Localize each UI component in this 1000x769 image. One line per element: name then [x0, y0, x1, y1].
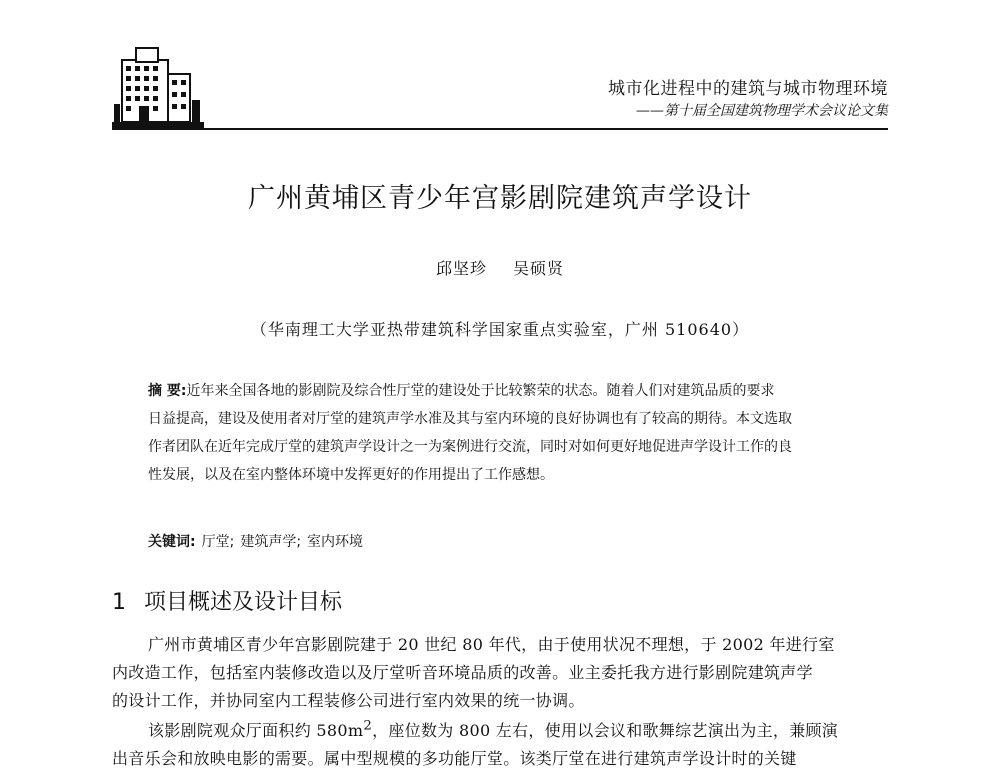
header-divider	[112, 128, 888, 130]
body-text-line: 内改造工作，包括室内装修改造以及厅堂听音环境品质的改善。业主委托我方进行影剧院建筑声学	[112, 663, 813, 682]
paper-affiliation: （华南理工大学亚热带建筑科学国家重点实验室，广州 510640）	[250, 320, 750, 339]
abstract-line: 作者团队在近年完成厅堂的建筑声学设计之一为案例进行交流，同时对如何更好地促进声学设计工作的良	[148, 439, 792, 455]
journal-title: 城市化进程中的建筑与城市物理环境	[608, 79, 888, 99]
section-title: 项目概述及设计目标	[144, 590, 343, 615]
body-text-line	[148, 718, 888, 741]
abstract-label: 摘 要:	[148, 383, 187, 399]
section-number: 1	[112, 590, 126, 615]
abstract-line	[148, 380, 868, 400]
body-text-segment: ，座位数为 800 左右，使用以会议和歌舞综艺演出为主，兼顾演	[372, 721, 839, 740]
journal-subtitle: ——第十届全国建筑物理学术会议论文集	[636, 103, 888, 119]
superscript: 2	[363, 718, 373, 734]
section-heading	[112, 585, 342, 616]
abstract-line: 日益提高，建设及使用者对厅堂的建筑声学水准及其与室内环境的良好协调也有了较高的期待。本文选取	[148, 411, 792, 427]
paper-authors: 邱坚珍 吴硕贤	[435, 259, 565, 278]
body-text-line: 广州市黄埔区青少年宫影剧院建于 20 世纪 80 年代，由于使用状况不理想，于 2002 年进行室	[148, 635, 835, 654]
keyword-item: 室内环境	[307, 534, 364, 550]
building-logo-icon	[112, 44, 204, 130]
abstract-line: 性发展，以及在室内整体环境中发挥更好的作用提出了工作感想。	[148, 467, 554, 483]
keyword-item: 建筑声学;	[240, 534, 302, 550]
body-text-segment: 该影剧院观众厅面积约 580m	[148, 721, 364, 740]
keywords-label: 关键词:	[148, 534, 196, 550]
keyword-item: 厅堂;	[201, 534, 235, 550]
keywords	[148, 531, 363, 551]
body-text-line: 出音乐会和放映电影的需要。属中型规模的多功能厅堂。该类厅堂在进行建筑声学设计时的关键	[112, 749, 797, 768]
abstract-text: 近年来全国各地的影剧院及综合性厅堂的建设处于比较繁荣的状态。随着人们对建筑品质的要求	[186, 383, 775, 399]
body-text-line: 的设计工作，并协同室内工程装修公司进行室内效果的统一协调。	[112, 691, 585, 710]
paper-title: 广州黄埔区青少年宫影剧院建筑声学设计	[248, 183, 752, 214]
